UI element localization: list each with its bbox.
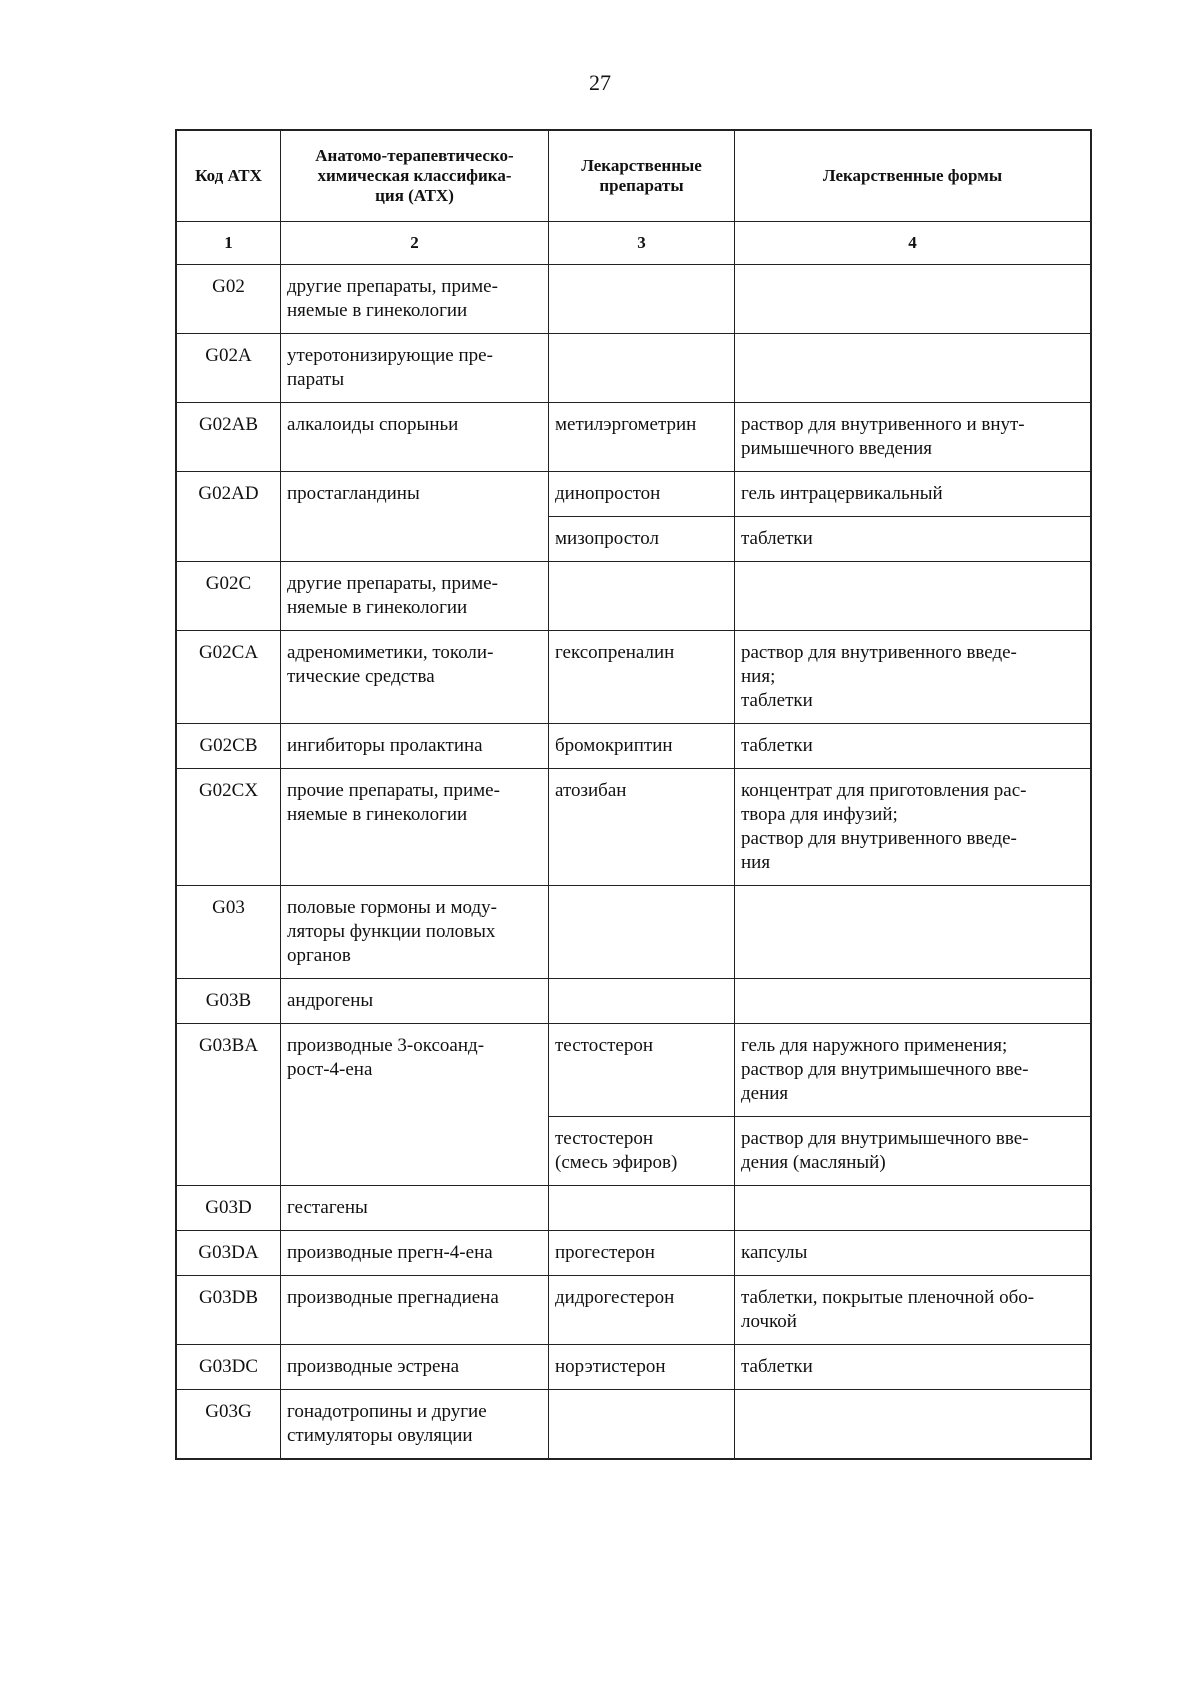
table-row bbox=[177, 631, 1091, 724]
dosage-form-cell: гель интрацервикальный bbox=[735, 472, 1091, 517]
atx-code-cell: G03DA bbox=[177, 1231, 281, 1276]
table-row bbox=[177, 1276, 1091, 1345]
table-row bbox=[177, 265, 1091, 334]
classification-cell: гонадотропины и другие стимуляторы овуляции bbox=[281, 1390, 549, 1459]
classification-cell: другие препараты, приме- няемые в гинекологии bbox=[281, 562, 549, 631]
dosage-form-cell bbox=[735, 886, 1091, 979]
table-header-row bbox=[177, 131, 1091, 222]
atx-code-cell: G02AB bbox=[177, 403, 281, 472]
dosage-form-cell: раствор для внутривенного введе- ния; таблетки bbox=[735, 631, 1091, 724]
classification-cell: прочие препараты, приме- няемые в гинекологии bbox=[281, 769, 549, 886]
header-classification: Анатомо-терапевтическо- химическая классифика- ция (АТХ) bbox=[281, 131, 549, 222]
atx-code-cell: G02AD bbox=[177, 472, 281, 562]
atx-code-cell: G02 bbox=[177, 265, 281, 334]
atx-code-cell: G02CA bbox=[177, 631, 281, 724]
classification-cell: половые гормоны и моду- ляторы функции половых органов bbox=[281, 886, 549, 979]
atx-table bbox=[176, 130, 1091, 1459]
atx-code-cell: G02C bbox=[177, 562, 281, 631]
drug-cell bbox=[549, 265, 735, 334]
table-row bbox=[177, 1024, 1091, 1117]
drug-cell: мизопростол bbox=[549, 517, 735, 562]
table-row bbox=[177, 769, 1091, 886]
table-row bbox=[177, 1390, 1091, 1459]
dosage-form-cell: капсулы bbox=[735, 1231, 1091, 1276]
column-number: 4 bbox=[735, 222, 1091, 265]
drug-cell bbox=[549, 979, 735, 1024]
column-number: 1 bbox=[177, 222, 281, 265]
table-body bbox=[177, 265, 1091, 1459]
dosage-form-cell: таблетки, покрытые пленочной обо- лочкой bbox=[735, 1276, 1091, 1345]
drug-cell: гексопреналин bbox=[549, 631, 735, 724]
dosage-form-cell: концентрат для приготовления рас- твора для инфузий; раствор для внутривенного введе- ния bbox=[735, 769, 1091, 886]
atx-code-cell: G02CB bbox=[177, 724, 281, 769]
atx-code-cell: G03DC bbox=[177, 1345, 281, 1390]
drug-cell: норэтистерон bbox=[549, 1345, 735, 1390]
table-row bbox=[177, 1231, 1091, 1276]
dosage-form-cell: таблетки bbox=[735, 1345, 1091, 1390]
drug-cell bbox=[549, 334, 735, 403]
drug-cell: метилэргометрин bbox=[549, 403, 735, 472]
page-number: 27 bbox=[589, 70, 611, 95]
column-number-row bbox=[177, 222, 1091, 265]
dosage-form-cell bbox=[735, 334, 1091, 403]
classification-cell: андрогены bbox=[281, 979, 549, 1024]
table-row bbox=[177, 1345, 1091, 1390]
drug-cell: атозибан bbox=[549, 769, 735, 886]
classification-cell: утеротонизирующие пре- параты bbox=[281, 334, 549, 403]
classification-cell: производные 3-оксоанд- рост-4-ена bbox=[281, 1024, 549, 1186]
table-row bbox=[177, 979, 1091, 1024]
drug-cell: прогестерон bbox=[549, 1231, 735, 1276]
table-row bbox=[177, 886, 1091, 979]
dosage-form-cell: раствор для внутривенного и внут- римышечного введения bbox=[735, 403, 1091, 472]
table-row bbox=[177, 562, 1091, 631]
atx-code-cell: G03BA bbox=[177, 1024, 281, 1186]
classification-cell: производные эстрена bbox=[281, 1345, 549, 1390]
classification-cell: алкалоиды спорыньи bbox=[281, 403, 549, 472]
atx-code-cell: G03B bbox=[177, 979, 281, 1024]
dosage-form-cell bbox=[735, 979, 1091, 1024]
atx-code-cell: G03 bbox=[177, 886, 281, 979]
drug-cell bbox=[549, 1390, 735, 1459]
dosage-form-cell: гель для наружного применения; раствор для внутримышечного вве- дения bbox=[735, 1024, 1091, 1117]
drug-cell: динопростон bbox=[549, 472, 735, 517]
dosage-form-cell: раствор для внутримышечного вве- дения (масляный) bbox=[735, 1117, 1091, 1186]
drug-cell: тестостерон (смесь эфиров) bbox=[549, 1117, 735, 1186]
table-row bbox=[177, 724, 1091, 769]
column-number: 2 bbox=[281, 222, 549, 265]
table-row bbox=[177, 334, 1091, 403]
drug-cell: дидрогестерон bbox=[549, 1276, 735, 1345]
table-row bbox=[177, 403, 1091, 472]
table-row bbox=[177, 1186, 1091, 1231]
dosage-form-cell: таблетки bbox=[735, 517, 1091, 562]
drug-cell: тестостерон bbox=[549, 1024, 735, 1117]
classification-cell: простагландины bbox=[281, 472, 549, 562]
atx-code-cell: G02CX bbox=[177, 769, 281, 886]
drug-cell: бромокриптин bbox=[549, 724, 735, 769]
classification-cell: ингибиторы пролактина bbox=[281, 724, 549, 769]
atx-code-cell: G03DB bbox=[177, 1276, 281, 1345]
table-row bbox=[177, 472, 1091, 517]
classification-cell: производные прегн-4-ена bbox=[281, 1231, 549, 1276]
column-number: 3 bbox=[549, 222, 735, 265]
atx-code-cell: G03G bbox=[177, 1390, 281, 1459]
classification-cell: адреномиметики, токоли- тические средства bbox=[281, 631, 549, 724]
drug-cell bbox=[549, 886, 735, 979]
header-forms: Лекарственные формы bbox=[735, 131, 1091, 222]
classification-cell: производные прегнадиена bbox=[281, 1276, 549, 1345]
atx-code-cell: G02A bbox=[177, 334, 281, 403]
dosage-form-cell bbox=[735, 1390, 1091, 1459]
drug-cell bbox=[549, 562, 735, 631]
header-code: Код АТХ bbox=[177, 131, 281, 222]
classification-cell: гестагены bbox=[281, 1186, 549, 1231]
header-drugs: Лекарственные препараты bbox=[549, 131, 735, 222]
dosage-form-cell: таблетки bbox=[735, 724, 1091, 769]
atx-code-cell: G03D bbox=[177, 1186, 281, 1231]
dosage-form-cell bbox=[735, 562, 1091, 631]
classification-cell: другие препараты, приме- няемые в гинекологии bbox=[281, 265, 549, 334]
dosage-form-cell bbox=[735, 1186, 1091, 1231]
dosage-form-cell bbox=[735, 265, 1091, 334]
drug-cell bbox=[549, 1186, 735, 1231]
